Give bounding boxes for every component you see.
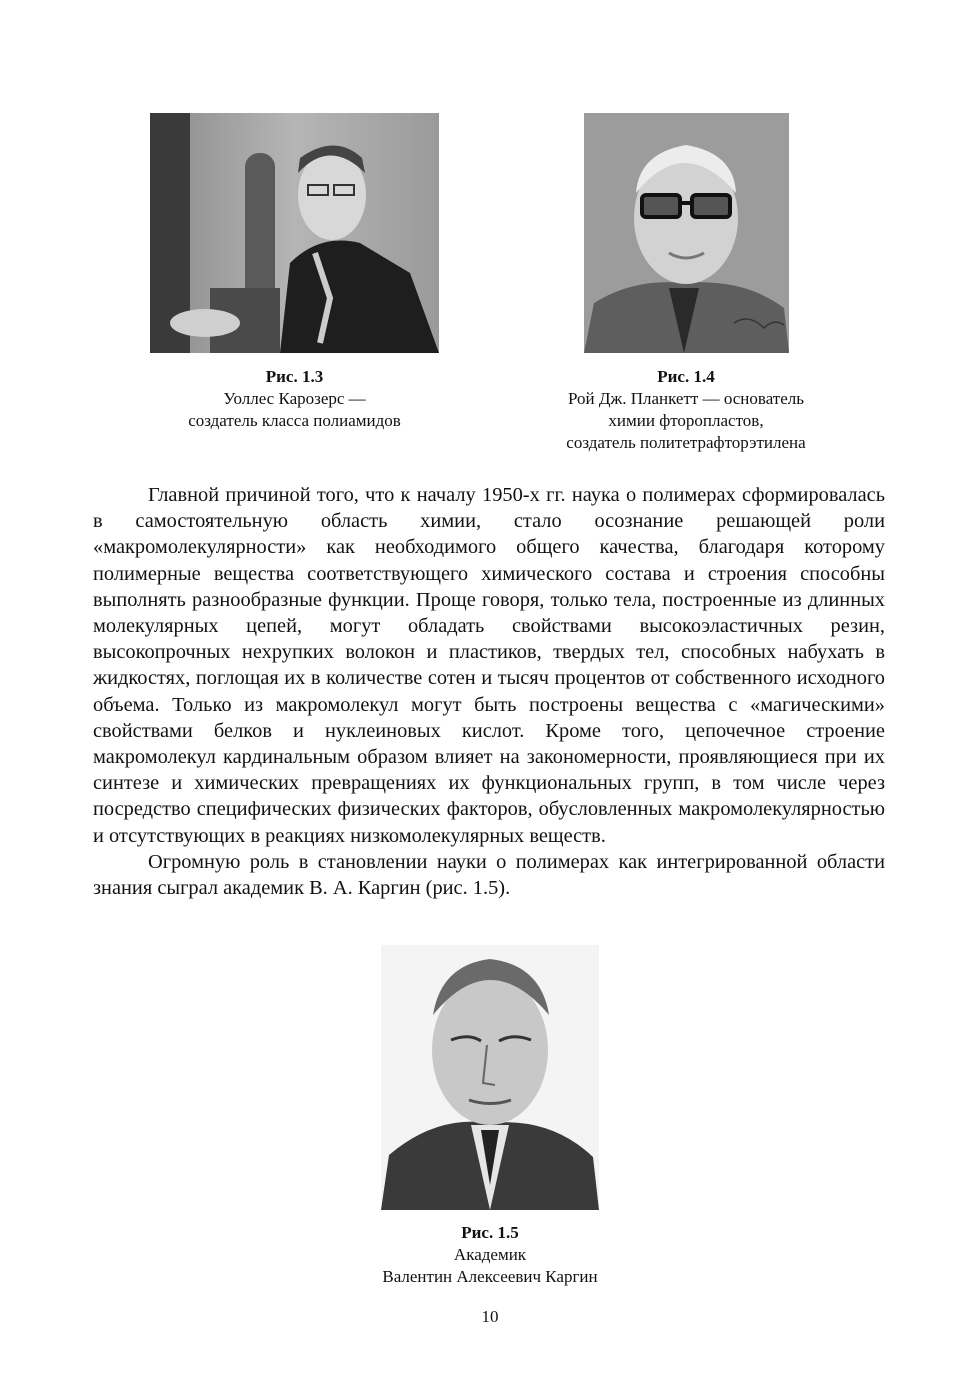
figure-caption-1-3 — [150, 366, 439, 432]
caption-line: Рой Дж. Планкетт — основатель — [567, 389, 805, 408]
body-text — [93, 482, 885, 901]
caption-line: Академик — [453, 1245, 527, 1264]
portrait-kargin — [381, 945, 599, 1210]
caption-line: создатель класса полиамидов — [188, 411, 401, 430]
caption-line: химии фторопластов, — [608, 411, 764, 430]
page-number: 10 — [481, 1307, 499, 1326]
caption-line: Валентин Алексеевич Каргин — [382, 1267, 598, 1286]
photo-plunkett — [584, 113, 789, 353]
figure-caption-1-4 — [526, 366, 846, 454]
figure-number: Рис. 1.4 — [657, 367, 715, 386]
figure-caption-1-5 — [330, 1222, 650, 1288]
caption-line: Уоллес Карозерс — — [223, 389, 366, 408]
paragraph: Огромную роль в становлении науки о полимерах как интегрированной области знания сыграл академик В. А. Каргин (рис. 1.5). — [93, 850, 885, 900]
figure-number: Рис. 1.5 — [461, 1223, 519, 1242]
caption-line: создатель политетрафторэтилена — [566, 433, 806, 452]
figure-number: Рис. 1.3 — [265, 367, 324, 386]
paragraph: Главной причиной того, что к началу 1950-х гг. наука о полимерах сформировалась в самостоятельную область химии, стало осознание решающей роли «макромолекулярности» как необходимого общего качества, благодаря которому полимерные вещества соответствующего химического состава и строения способны выполнять разнообразные функции. Проще говоря, только тела, построенные из длинных молекулярных цепей, могут обладать свойствами высокоэластичных резин, высокопрочных нехрупких волокон и пластиков, твердых тел, способных набухать в жидкостях, поглощая их в количестве сотен и тысяч процентов от собственного исходного объема. Только из макромолекул могут быть построены вещества с «магическими» свойствами белков и нуклеиновых кислот. Кроме того, цепочечное строение макромолекул кардинальным образом влияет на закономерности, проявляющиеся при их синтезе и химических превращениях их функциональных групп, в том числе через посредство специфических физических факторов, обусловленных макромолекулярностью и отсутствующих в реакциях низкомолекулярных веществ. — [93, 484, 885, 847]
photo-carothers — [150, 113, 439, 353]
